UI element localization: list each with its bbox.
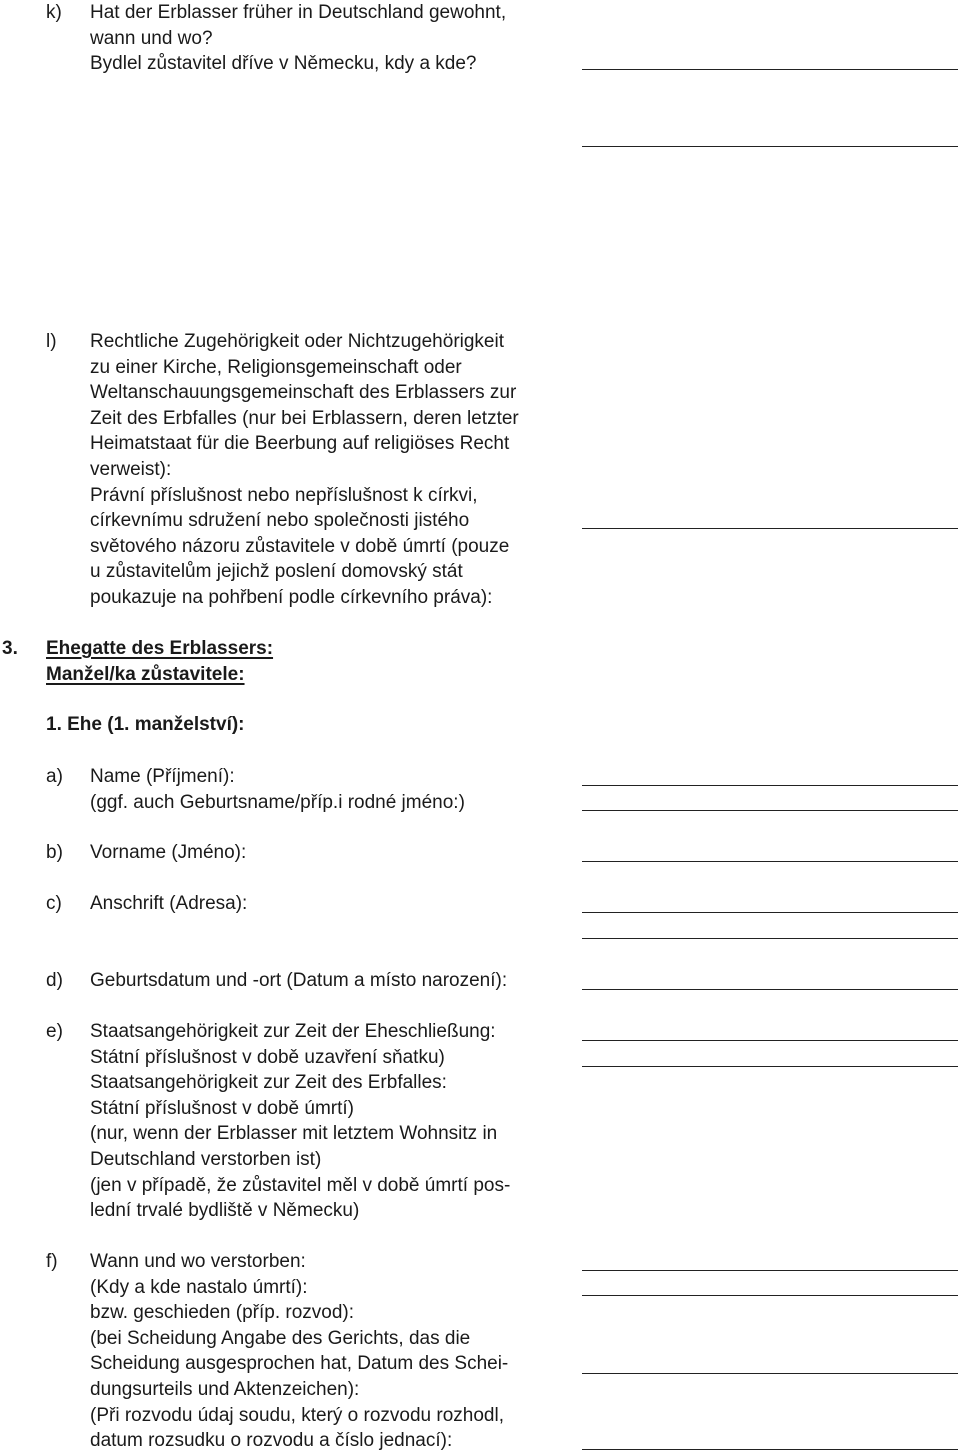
item-label-c: c) [46,893,62,914]
item-k-text: wann und wo? [90,27,213,49]
item-e-text: Staatsangehörigkeit zur Zeit der Eheschließung: [90,1021,496,1042]
answer-line-c-2[interactable] [582,938,958,939]
answer-line-a-1[interactable] [582,785,958,786]
item-e-text: Státní příslušnost v době úmrtí) [90,1097,355,1119]
answer-line-f-2[interactable] [582,1295,958,1296]
item-label-d: d) [46,970,63,991]
item-l-text: Heimatstaat für die Beerbung auf religiöses Recht [90,433,510,455]
item-label-a: a) [46,766,63,787]
answer-line-f-3[interactable] [582,1373,958,1374]
item-k-text: Hat der Erblasser früher in Deutschland gewohnt, [90,2,507,23]
item-label-l: l) [46,331,57,352]
item-f-text: bzw. geschieden (příp. rozvod): [90,1302,355,1324]
answer-line-k-1[interactable] [582,69,958,70]
item-k-text: Bydlel zůstavitel dříve v Německu, kdy a kde? [90,53,477,75]
item-l-text: Právní příslušnost nebo nepříslušnost k církvi, [90,484,478,506]
item-l-text: Weltanschauungsgemeinschaft des Erblassers zur [90,382,517,404]
answer-line-f-1[interactable] [582,1270,958,1271]
answer-line-c-1[interactable] [582,912,958,913]
item-f-text: dungsurteils und Aktenzeichen): [90,1379,360,1400]
item-e-text: (nur, wenn der Erblasser mit letztem Wohnsitz in [90,1123,498,1145]
answer-line-e-2[interactable] [582,1066,958,1067]
answer-line-k-2[interactable] [582,146,958,147]
item-label-b: b) [46,842,63,863]
item-f-text: Scheidung ausgesprochen hat, Datum des Schei- [90,1353,509,1375]
item-l-text: Rechtliche Zugehörigkeit oder Nichtzugehörigkeit [90,331,505,352]
section-title-cz: Manžel/ka zůstavitele: [46,663,245,685]
answer-line-d[interactable] [582,989,958,990]
item-f-text: (Kdy a kde nastalo úmrtí): [90,1276,308,1298]
section-title-de: Ehegatte des Erblassers: [46,638,274,659]
answer-line-f-4[interactable] [582,1449,958,1450]
item-e-text: Státní příslušnost v době uzavření sňatku) [90,1046,445,1068]
item-d-text: Geburtsdatum und -ort (Datum a místo narození): [90,970,508,991]
item-label-k: k) [46,2,62,23]
item-label-e: e) [46,1021,63,1042]
answer-line-b[interactable] [582,861,958,862]
item-l-text: u zůstavitelům jejichž poslení domovský stát [90,561,463,583]
item-l-text: verweist): [90,459,172,480]
item-c-text: Anschrift (Adresa): [90,893,248,914]
item-l-text: Zeit des Erbfalles (nur bei Erblassern, deren letzter [90,407,519,429]
item-e-text: (jen v případě, že zůstavitel měl v době úmrtí pos- [90,1174,511,1196]
answer-line-a-2[interactable] [582,810,958,811]
item-l-text: světového názoru zůstavitele v době úmrtí (pouze [90,535,510,557]
section-number: 3. [2,638,18,659]
item-f-text: (Při rozvodu údaj soudu, který o rozvodu rozhodl, [90,1404,504,1426]
item-l-text: zu einer Kirche, Religionsgemeinschaft oder [90,356,462,378]
item-a-text: (ggf. auch Geburtsname/příp.i rodné jméno:) [90,791,465,813]
item-f-text: datum rozsudku o rozvodu a číslo jednací): [90,1430,453,1452]
item-e-text: Deutschland verstorben ist) [90,1149,322,1170]
item-a-text: Name (Příjmení): [90,766,235,787]
item-b-text: Vorname (Jméno): [90,842,247,863]
answer-line-l[interactable] [582,528,958,529]
marriage-subheading: 1. Ehe (1. manželství): [46,714,245,735]
answer-line-e-1[interactable] [582,1040,958,1041]
item-l-text: církevnímu sdružení nebo společnosti jistého [90,510,470,532]
item-e-text: lední trvalé bydliště v Německu) [90,1200,360,1222]
item-f-text: (bei Scheidung Angabe des Gerichts, das die [90,1327,471,1349]
item-label-f: f) [46,1251,58,1272]
item-e-text: Staatsangehörigkeit zur Zeit des Erbfalles: [90,1072,447,1094]
item-f-text: Wann und wo verstorben: [90,1251,306,1272]
item-l-text: poukazuje na pohřbení podle církevního práva): [90,587,493,608]
